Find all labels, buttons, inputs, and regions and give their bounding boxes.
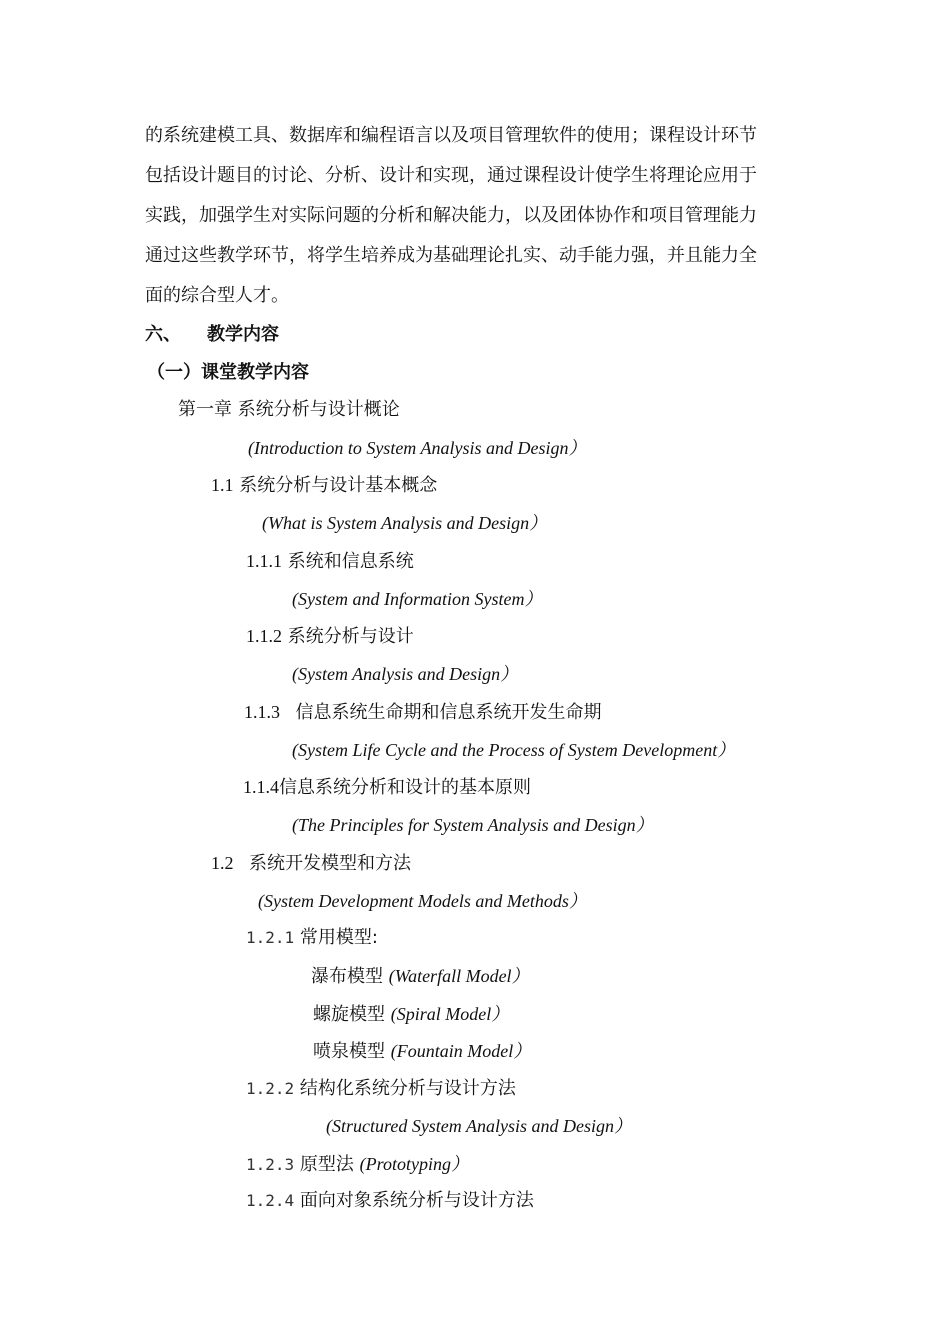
heading-1-1-1 xyxy=(246,549,414,574)
model-item xyxy=(313,1002,509,1027)
intro-line: 面的综合型人才。 xyxy=(145,285,289,306)
heading-1-2-en: (System Development Models and Methods） xyxy=(258,891,587,911)
section-heading xyxy=(145,323,279,347)
heading-number: 1.2.1 xyxy=(246,928,295,947)
heading-1-1-4-en: (The Principles for System Analysis and Design） xyxy=(292,815,654,835)
model-name: 喷泉模型 xyxy=(313,1041,385,1062)
heading-1-1 xyxy=(211,473,437,498)
heading-title: 信息系统分析和设计的基本原则 xyxy=(279,777,531,798)
model-name-en: (Waterfall Model） xyxy=(388,966,530,986)
heading-title: 系统和信息系统 xyxy=(287,551,414,572)
subsection-heading: （一）课堂教学内容 xyxy=(147,362,309,383)
model-name: 瀑布模型 xyxy=(311,966,383,987)
heading-1-1-3 xyxy=(244,700,601,725)
heading-number: 1.1.1 xyxy=(246,551,282,571)
heading-1-1-en: (What is System Analysis and Design） xyxy=(262,513,548,533)
heading-1-2 xyxy=(211,851,411,876)
chapter-title-en: (Introduction to System Analysis and Design） xyxy=(248,438,587,458)
model-name-en: (Spiral Model） xyxy=(390,1004,510,1024)
heading-1-1-1-en: (System and Information System） xyxy=(292,589,543,609)
intro-line: 通过这些教学环节，将学生培养成为基础理论扎实、动手能力强，并且能力全 xyxy=(145,245,757,266)
intro-paragraph xyxy=(145,116,810,316)
heading-1-1-4 xyxy=(243,775,531,800)
heading-title: 信息系统生命期和信息系统开发生命期 xyxy=(295,702,602,723)
heading-number: 1.2 xyxy=(211,853,234,873)
heading-number: 1.2.2 xyxy=(246,1079,295,1098)
model-name: 螺旋模型 xyxy=(313,1004,385,1025)
heading-number: 1.2.3 xyxy=(246,1155,295,1174)
intro-line: 包括设计题目的讨论、分析、设计和实现，通过课程设计使学生将理论应用于 xyxy=(145,165,757,186)
model-name-en: (Fountain Model） xyxy=(390,1041,532,1061)
heading-number: 1.1 xyxy=(211,475,234,495)
heading-1-2-2 xyxy=(246,1077,516,1101)
section-number: 六、 xyxy=(145,324,181,345)
heading-1-1-2-en: (System Analysis and Design） xyxy=(292,664,519,684)
heading-1-2-3 xyxy=(246,1152,469,1177)
heading-title: 系统分析与设计基本概念 xyxy=(239,475,438,496)
heading-number: 1.2.4 xyxy=(246,1191,295,1210)
heading-number: 1.1.4 xyxy=(243,777,279,797)
heading-title: 常用模型: xyxy=(299,927,378,948)
heading-1-2-2-en: (Structured System Analysis and Design） xyxy=(326,1116,632,1136)
intro-line: 的系统建模工具、数据库和编程语言以及项目管理软件的使用；课程设计环节 xyxy=(145,125,757,146)
heading-1-2-4 xyxy=(246,1189,534,1213)
heading-title: 系统分析与设计 xyxy=(287,626,414,647)
model-item xyxy=(313,1039,531,1064)
heading-title: 原型法 xyxy=(299,1154,354,1175)
section-title: 教学内容 xyxy=(207,324,279,345)
intro-line: 实践，加强学生对实际问题的分析和解决能力，以及团体协作和项目管理能力 xyxy=(145,205,757,226)
heading-number: 1.1.3 xyxy=(244,702,280,722)
heading-title-en: (Prototyping） xyxy=(359,1154,469,1174)
heading-title: 面向对象系统分析与设计方法 xyxy=(299,1190,534,1211)
model-item xyxy=(311,964,530,989)
heading-1-1-2 xyxy=(246,624,414,649)
heading-1-2-1 xyxy=(246,926,378,950)
heading-number: 1.1.2 xyxy=(246,626,282,646)
heading-title: 系统开发模型和方法 xyxy=(248,853,411,874)
heading-1-1-3-en: (System Life Cycle and the Process of System Development） xyxy=(292,740,736,760)
heading-title: 结构化系统分析与设计方法 xyxy=(299,1078,516,1099)
chapter-title: 第一章 系统分析与设计概论 xyxy=(178,399,400,420)
